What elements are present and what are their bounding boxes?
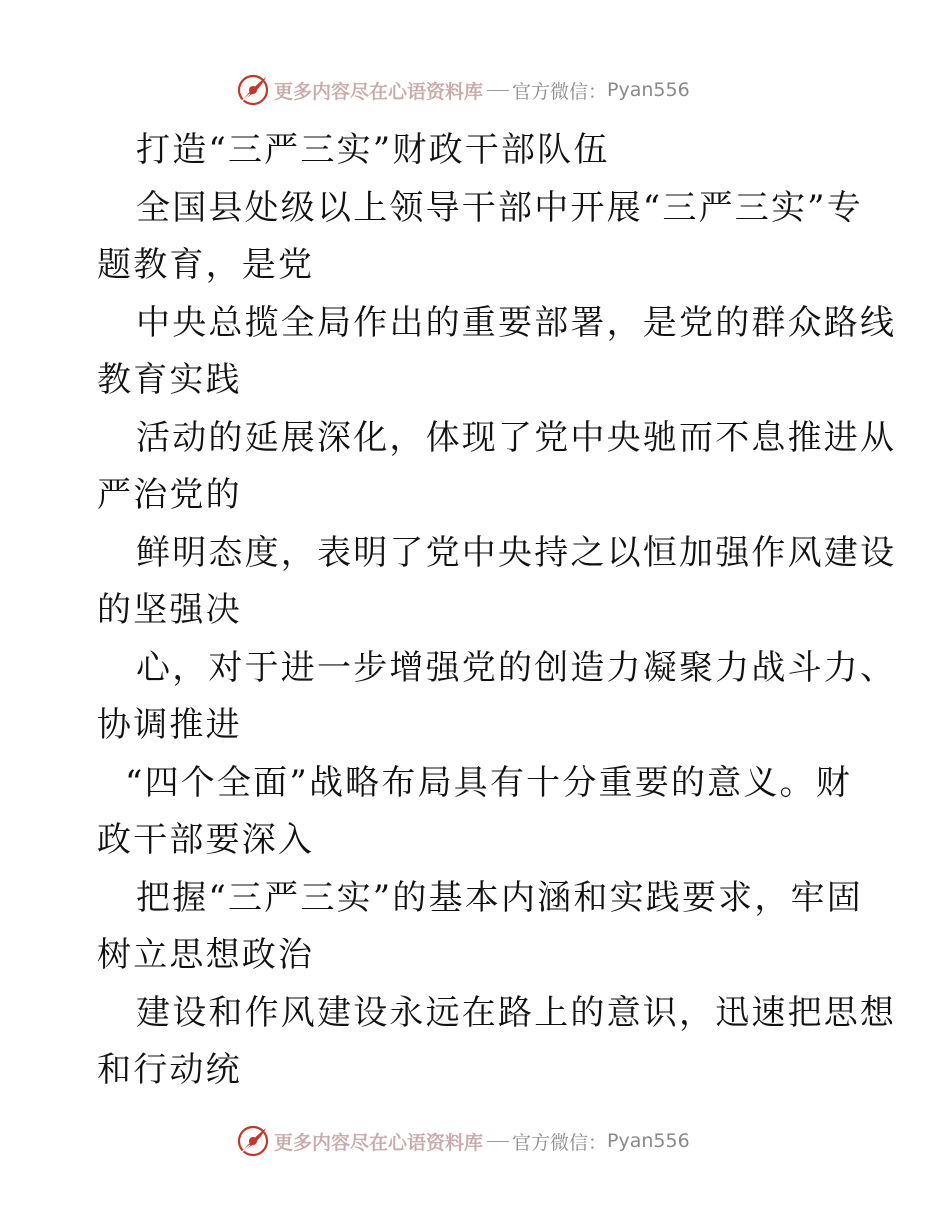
document-title: 打造“三严三实”财政干部队伍 (136, 130, 610, 170)
text-line: 严治党的 (97, 475, 242, 515)
quill-logo-icon (236, 1124, 270, 1158)
text-line: 的坚强决 (97, 590, 242, 630)
text-line: “四个全面”战略布局具有十分重要的意义。财 (125, 762, 852, 803)
text-line: 协调推进 (97, 705, 242, 745)
text-line: 鲜明态度，表明了党中央持之以恒加强作风建设 (136, 532, 897, 573)
text-line: 中央总揽全局作出的重要部署，是党的群众路线 (136, 302, 897, 343)
header-watermark (236, 73, 690, 107)
text-line: 政干部要深入 (97, 820, 315, 860)
footer-watermark (236, 1124, 690, 1158)
watermark-title: 更多内容尽在心语资料库 (274, 1131, 484, 1154)
document-body (97, 122, 897, 1100)
text-line: 和行动统 (97, 1050, 242, 1090)
watermark-dash (487, 1141, 509, 1142)
quill-logo-icon (236, 73, 270, 107)
text-line: 把握“三严三实”的基本内涵和实践要求，牢固 (136, 877, 863, 918)
text-line: 树立思想政治 (97, 935, 315, 975)
watermark-wechat-id: Pyan556 (607, 1130, 690, 1152)
text-line: 全国县处级以上领导干部中开展“三严三实”专 (136, 187, 863, 228)
watermark-title: 更多内容尽在心语资料库 (274, 80, 484, 103)
watermark-official-label: 官方微信： (512, 1131, 608, 1154)
text-line: 活动的延展深化，体现了党中央驰而不息推进从 (136, 417, 897, 458)
watermark-dash (487, 90, 509, 91)
text-line: 教育实践 (97, 360, 242, 400)
text-line: 题教育，是党 (97, 245, 315, 285)
watermark-wechat-id: Pyan556 (607, 79, 690, 101)
watermark-official-label: 官方微信： (512, 80, 608, 103)
text-line: 建设和作风建设永远在路上的意识，迅速把思想 (136, 992, 897, 1033)
text-line: 心，对于进一步增强党的创造力凝聚力战斗力、 (136, 647, 897, 688)
